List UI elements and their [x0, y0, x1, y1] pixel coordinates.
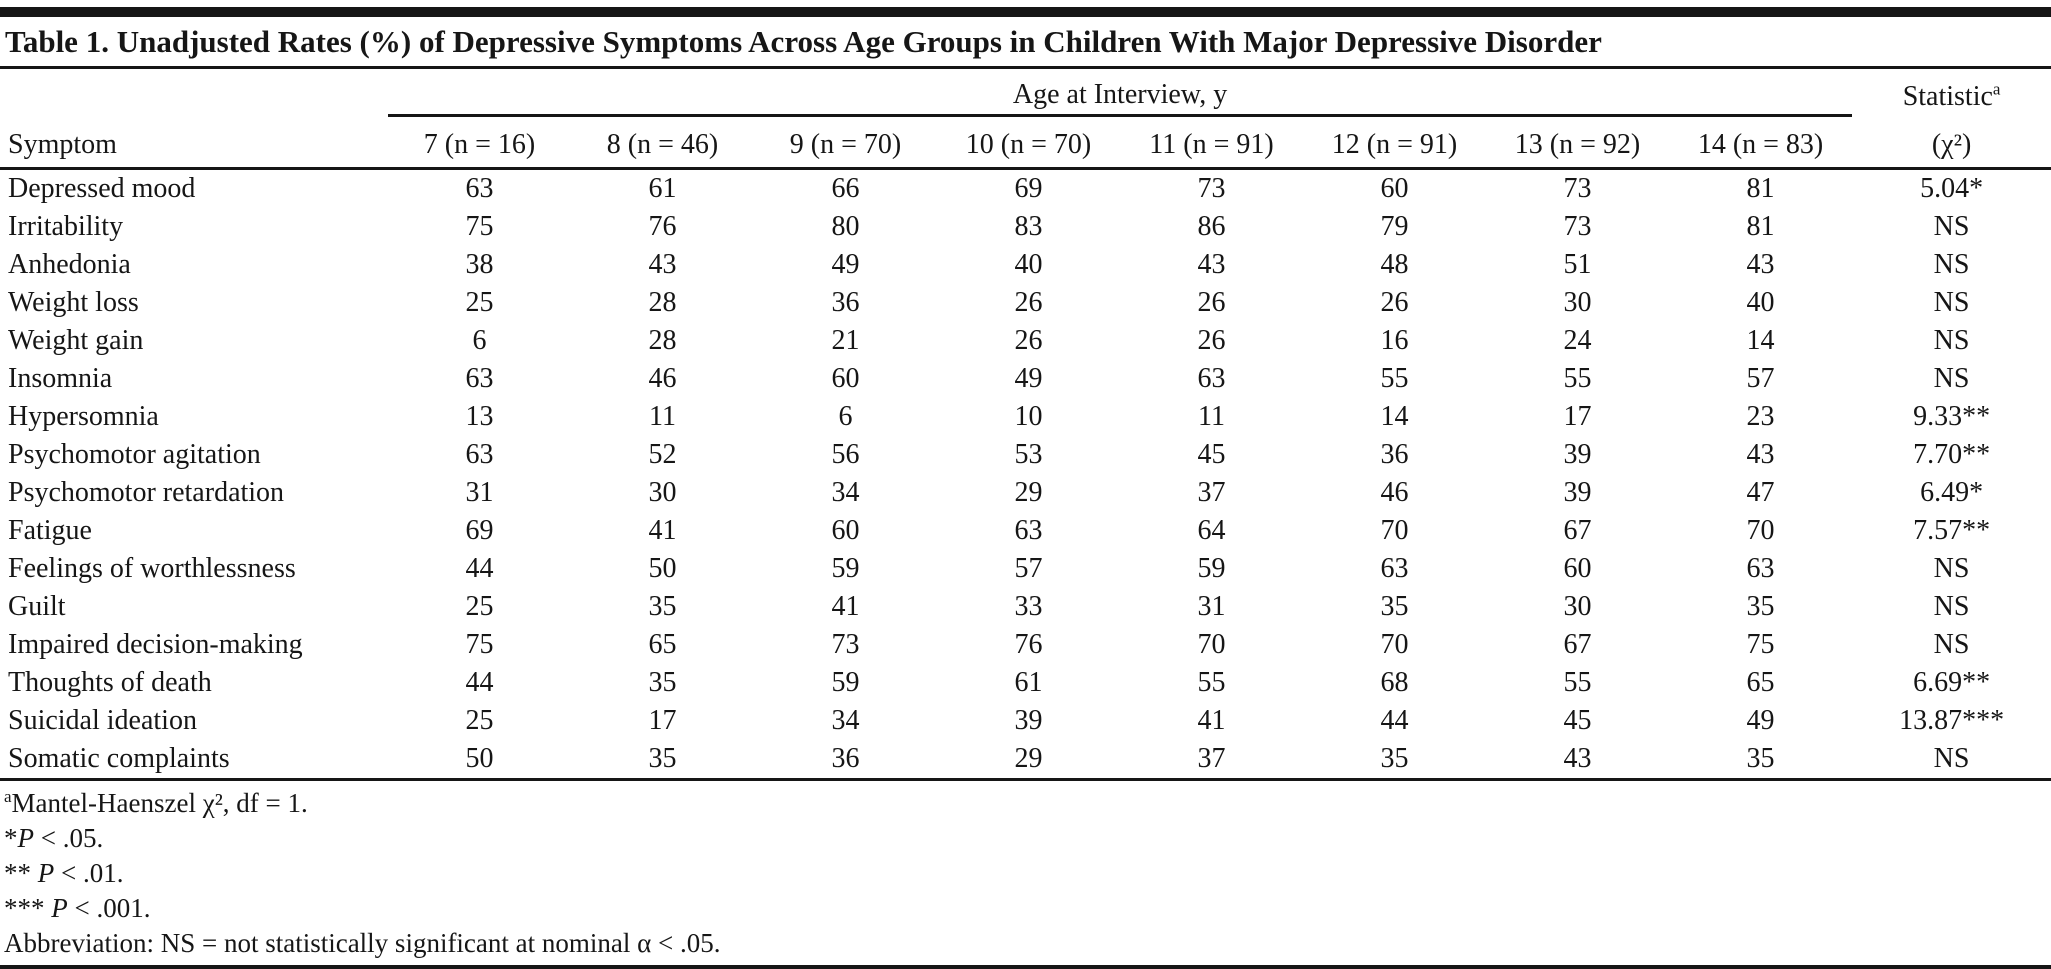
rate-cell: 41: [648, 514, 677, 546]
table-row: [0, 550, 2051, 588]
bottom-rule: [0, 965, 2051, 969]
rate-cell: 43: [1563, 742, 1592, 774]
rate-cell: 69: [1014, 172, 1043, 204]
footnote-segment: Abbreviation: NS = not statistically significant at nominal α < .05.: [4, 927, 721, 958]
rate-cell: 52: [648, 438, 677, 470]
rate-cell: 39: [1563, 476, 1592, 508]
rate-cell: 63: [1380, 552, 1409, 584]
age-column-header: 9 (n = 70): [754, 115, 937, 168]
rate-cell: 25: [465, 704, 494, 736]
rate-cell: 73: [1563, 172, 1592, 204]
rate-cell: 26: [1197, 324, 1226, 356]
footnote-segment: < .05.: [34, 822, 104, 853]
symptom-rates-table: [0, 69, 2051, 778]
rate-cell: 49: [1014, 362, 1043, 394]
statistic-cell: NS: [1933, 286, 1970, 318]
rate-cell: 67: [1563, 628, 1592, 660]
statistic-cell: NS: [1933, 590, 1970, 622]
symptom-cell: Somatic complaints: [8, 742, 230, 774]
statistic-cell: NS: [1933, 742, 1970, 774]
symptom-cell: Psychomotor retardation: [8, 476, 285, 508]
rate-cell: 69: [465, 514, 494, 546]
statistic-cell: 13.87***: [1899, 704, 2005, 736]
rate-cell: 30: [648, 476, 677, 508]
rate-cell: 43: [648, 248, 677, 280]
rate-cell: 63: [465, 362, 494, 394]
statistic-cell: NS: [1933, 628, 1970, 660]
rate-cell: 17: [1563, 400, 1592, 432]
statistic-cell: 5.04*: [1920, 172, 1984, 204]
footnote: [4, 821, 2051, 856]
rate-cell: 76: [1014, 628, 1043, 660]
footnote: [4, 856, 2051, 891]
rate-cell: 55: [1563, 362, 1592, 394]
rate-cell: 25: [465, 286, 494, 318]
rate-cell: 56: [831, 438, 860, 470]
rate-cell: 60: [1563, 552, 1592, 584]
table-header: [0, 69, 2051, 169]
symptom-cell: Insomnia: [8, 362, 113, 394]
rate-cell: 6: [472, 324, 487, 356]
rate-cell: 86: [1197, 210, 1226, 242]
symptom-cell: Thoughts of death: [8, 666, 212, 698]
rate-cell: 49: [1746, 704, 1775, 736]
rate-cell: 35: [648, 742, 677, 774]
rate-cell: 46: [648, 362, 677, 394]
rate-cell: 65: [1746, 666, 1775, 698]
table-row: [0, 588, 2051, 626]
rate-cell: 36: [831, 286, 860, 318]
rate-cell: 35: [648, 666, 677, 698]
symptom-cell: Feelings of worthlessness: [8, 552, 296, 584]
rate-cell: 26: [1014, 324, 1043, 356]
rate-cell: 60: [831, 514, 860, 546]
age-column-header: 8 (n = 46): [571, 115, 754, 168]
rate-cell: 80: [831, 210, 860, 242]
rate-cell: 46: [1380, 476, 1409, 508]
symptom-cell: Guilt: [8, 590, 66, 622]
rate-cell: 38: [465, 248, 494, 280]
rate-cell: 13: [465, 400, 494, 432]
rate-cell: 76: [648, 210, 677, 242]
table-row: [0, 208, 2051, 246]
table-row: [0, 436, 2051, 474]
footnote-segment: < .001.: [67, 892, 151, 923]
rate-cell: 45: [1563, 704, 1592, 736]
symptom-cell: Hypersomnia: [8, 400, 159, 432]
rate-cell: 31: [465, 476, 494, 508]
rate-cell: 40: [1746, 286, 1775, 318]
rate-cell: 73: [831, 628, 860, 660]
statistic-cell: NS: [1933, 324, 1970, 356]
rate-cell: 60: [1380, 172, 1409, 204]
rate-cell: 14: [1746, 324, 1775, 356]
rate-cell: 23: [1746, 400, 1775, 432]
rate-cell: 34: [831, 704, 860, 736]
symptom-cell: Impaired decision-making: [8, 628, 303, 660]
footnote-segment: Mantel-Haenszel χ², df = 1.: [11, 787, 308, 818]
rate-cell: 70: [1380, 628, 1409, 660]
rate-cell: 44: [1380, 704, 1409, 736]
rate-cell: 43: [1746, 438, 1775, 470]
statistic-cell: 7.70**: [1913, 438, 1991, 470]
rate-cell: 55: [1380, 362, 1409, 394]
statistic-cell: 6.49*: [1920, 476, 1984, 508]
age-column-header: 10 (n = 70): [937, 115, 1120, 168]
rate-cell: 26: [1014, 286, 1043, 318]
table-row: [0, 740, 2051, 778]
rate-cell: 64: [1197, 514, 1226, 546]
table-row: [0, 284, 2051, 322]
rate-cell: 55: [1563, 666, 1592, 698]
symptom-column-header: Symptom: [0, 115, 388, 168]
rate-cell: 70: [1380, 514, 1409, 546]
rate-cell: 57: [1746, 362, 1775, 394]
footnote: [4, 926, 2051, 961]
rate-cell: 26: [1380, 286, 1409, 318]
rate-cell: 41: [1197, 704, 1226, 736]
rate-cell: 63: [465, 438, 494, 470]
footnote-segment: P: [17, 822, 34, 853]
rate-cell: 25: [465, 590, 494, 622]
rate-cell: 63: [465, 172, 494, 204]
header-columns-row: [0, 115, 2051, 168]
statistic-cell: 9.33**: [1913, 400, 1991, 432]
rate-cell: 37: [1197, 476, 1226, 508]
rate-cell: 73: [1197, 172, 1226, 204]
rate-cell: 59: [831, 552, 860, 584]
symptom-cell: Weight gain: [8, 324, 144, 356]
rate-cell: 59: [831, 666, 860, 698]
rate-cell: 35: [648, 590, 677, 622]
rate-cell: 31: [1197, 590, 1226, 622]
rate-cell: 33: [1014, 590, 1043, 622]
rate-cell: 67: [1563, 514, 1592, 546]
rate-cell: 47: [1746, 476, 1775, 508]
statistic-cell: NS: [1933, 362, 1970, 394]
rate-cell: 59: [1197, 552, 1226, 584]
rate-cell: 61: [1014, 666, 1043, 698]
rate-cell: 29: [1014, 476, 1043, 508]
rate-cell: 28: [648, 286, 677, 318]
rate-cell: 28: [648, 324, 677, 356]
rate-cell: 70: [1746, 514, 1775, 546]
rate-cell: 60: [831, 362, 860, 394]
rate-cell: 70: [1197, 628, 1226, 660]
rate-cell: 40: [1014, 248, 1043, 280]
statistic-header: [1852, 69, 2051, 116]
rate-cell: 53: [1014, 438, 1043, 470]
rate-cell: 51: [1563, 248, 1592, 280]
table-row: [0, 360, 2051, 398]
footnote-segment: a: [4, 786, 12, 806]
statistic-cell: NS: [1933, 210, 1970, 242]
rate-cell: 50: [648, 552, 677, 584]
rate-cell: 30: [1563, 286, 1592, 318]
statistic-cell: NS: [1933, 552, 1970, 584]
table-row: [0, 512, 2051, 550]
statistic-cell: 7.57**: [1913, 514, 1991, 546]
statistic-cell: NS: [1933, 248, 1970, 280]
table-row: [0, 702, 2051, 740]
rate-cell: 63: [1197, 362, 1226, 394]
rate-cell: 30: [1563, 590, 1592, 622]
symptom-cell: Weight loss: [8, 286, 139, 318]
rate-cell: 43: [1197, 248, 1226, 280]
symptom-cell: Suicidal ideation: [8, 704, 197, 736]
rate-cell: 39: [1014, 704, 1043, 736]
rate-cell: 41: [831, 590, 860, 622]
footnote-segment: *: [4, 822, 18, 853]
rate-cell: 35: [1380, 590, 1409, 622]
footnote-segment: **: [4, 857, 38, 888]
table-title: Table 1. Unadjusted Rates (%) of Depressive Symptoms Across Age Groups in Children With Major Depressive Disorder: [5, 24, 1602, 59]
rate-cell: 48: [1380, 248, 1409, 280]
rate-cell: 37: [1197, 742, 1226, 774]
rate-cell: 24: [1563, 324, 1592, 356]
rate-cell: 35: [1380, 742, 1409, 774]
rate-cell: 75: [465, 210, 494, 242]
rate-cell: 63: [1746, 552, 1775, 584]
symptom-cell: Anhedonia: [8, 248, 131, 280]
rate-cell: 68: [1380, 666, 1409, 698]
table-row: [0, 168, 2051, 208]
symptom-header-spacer: [0, 69, 388, 116]
symptom-cell: Psychomotor agitation: [8, 438, 261, 470]
table-row: [0, 322, 2051, 360]
rate-cell: 39: [1563, 438, 1592, 470]
rate-cell: 11: [649, 400, 676, 432]
header-spanner-row: [0, 69, 2051, 116]
footnote-segment: P: [51, 892, 68, 923]
footnote: [4, 891, 2051, 926]
rate-cell: 6: [838, 400, 853, 432]
table-row: [0, 664, 2051, 702]
table-row: [0, 474, 2051, 512]
table-row: [0, 626, 2051, 664]
rate-cell: 55: [1197, 666, 1226, 698]
rate-cell: 75: [465, 628, 494, 660]
rate-cell: 83: [1014, 210, 1043, 242]
rate-cell: 17: [648, 704, 677, 736]
rate-cell: 65: [648, 628, 677, 660]
rate-cell: 66: [831, 172, 860, 204]
table-row: [0, 246, 2051, 284]
rate-cell: 36: [831, 742, 860, 774]
rate-cell: 14: [1380, 400, 1409, 432]
footnote-segment: < .01.: [54, 857, 124, 888]
rate-cell: 63: [1014, 514, 1043, 546]
rate-cell: 10: [1014, 400, 1043, 432]
rate-cell: 16: [1380, 324, 1409, 356]
rate-cell: 11: [1198, 400, 1225, 432]
rate-cell: 57: [1014, 552, 1043, 584]
top-rule: [0, 7, 2051, 17]
statistic-unit-header: (χ²): [1852, 115, 2051, 168]
rate-cell: 79: [1380, 210, 1409, 242]
rate-cell: 73: [1563, 210, 1592, 242]
statistic-header-superscript: a: [1992, 79, 2001, 99]
rate-cell: 26: [1197, 286, 1226, 318]
rate-cell: 45: [1197, 438, 1226, 470]
footnote: [4, 786, 2051, 821]
rate-cell: 35: [1746, 590, 1775, 622]
symptom-cell: Fatigue: [8, 514, 92, 546]
rate-cell: 44: [465, 552, 494, 584]
age-column-header: 11 (n = 91): [1120, 115, 1303, 168]
table-row: [0, 398, 2051, 436]
rate-cell: 43: [1746, 248, 1775, 280]
statistic-cell: 6.69**: [1913, 666, 1991, 698]
symptom-cell: Irritability: [8, 210, 124, 242]
rate-cell: 29: [1014, 742, 1043, 774]
rate-cell: 50: [465, 742, 494, 774]
statistic-header-label: Statistic: [1902, 81, 1993, 113]
symptom-cell: Depressed mood: [8, 172, 196, 204]
rate-cell: 61: [648, 172, 677, 204]
footnote-segment: ***: [4, 892, 52, 923]
rate-cell: 36: [1380, 438, 1409, 470]
age-column-header: 14 (n = 83): [1669, 115, 1852, 168]
rate-cell: 49: [831, 248, 860, 280]
age-column-header: 12 (n = 91): [1303, 115, 1486, 168]
footnote-segment: P: [37, 857, 55, 888]
footnotes: [0, 781, 2051, 965]
rate-cell: 81: [1746, 210, 1775, 242]
rate-cell: 81: [1746, 172, 1775, 204]
table-body: [0, 168, 2051, 778]
rate-cell: 44: [465, 666, 494, 698]
age-spanner-label: Age at Interview, y: [388, 69, 1852, 116]
rate-cell: 35: [1746, 742, 1775, 774]
rate-cell: 75: [1746, 628, 1775, 660]
rate-cell: 34: [831, 476, 860, 508]
age-column-header: 7 (n = 16): [388, 115, 571, 168]
age-column-header: 13 (n = 92): [1486, 115, 1669, 168]
rate-cell: 21: [831, 324, 860, 356]
